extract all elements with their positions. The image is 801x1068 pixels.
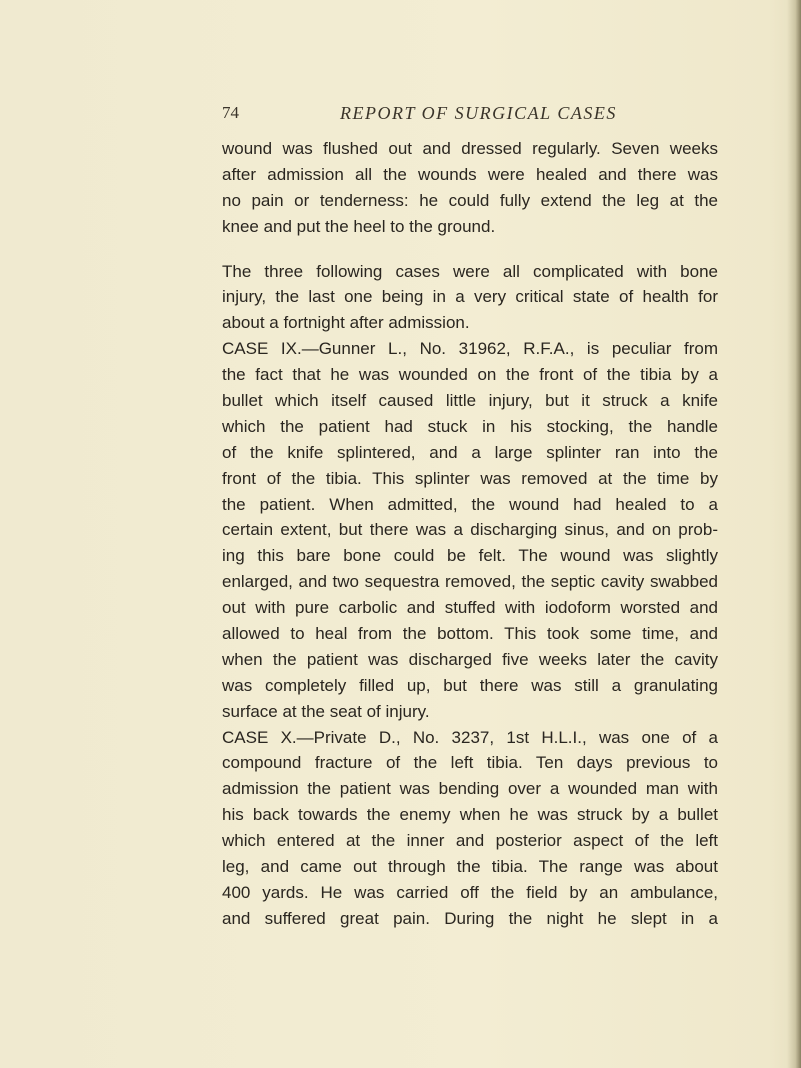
text-line: CASE X.—Private D., No. 3237, 1st H.L.I., was one of a: [222, 727, 718, 747]
text-line: certain extent, but there was a discharging sinus, and on prob-: [222, 520, 718, 540]
text-line: The three following cases were all complicated with bone: [222, 261, 718, 281]
text-line: after admission all the wounds were healed and there was: [222, 164, 718, 184]
text-line: about a fortnight after admission.: [222, 313, 470, 333]
text-line: the patient. When admitted, the wound had healed to a: [222, 494, 718, 514]
text-line: and suffered great pain. During the night he slept in a: [222, 908, 718, 928]
text-line: 400 yards. He was carried off the field by an ambulance,: [222, 882, 718, 902]
text-line: when the patient was discharged five weeks later the cavity: [222, 649, 718, 669]
paragraph-gap: [222, 240, 718, 259]
text-line: leg, and came out through the tibia. The range was about: [222, 857, 718, 877]
text-line: the fact that he was wounded on the front of the tibia by a: [222, 365, 718, 385]
running-title: REPORT OF SURGICAL CASES: [340, 103, 617, 123]
text-line: which the patient had stuck in his stocking, the handle: [222, 416, 718, 436]
text-line: was completely filled up, but there was still a granulating: [222, 675, 718, 695]
text-line: surface at the seat of injury.: [222, 701, 430, 721]
text-line: enlarged, and two sequestra removed, the septic cavity swabbed: [222, 572, 718, 592]
text-line: his back towards the enemy when he was struck by a bullet: [222, 805, 718, 825]
paragraph-case-x: [222, 725, 718, 932]
text-line: compound fracture of the left tibia. Ten days previous to: [222, 753, 718, 773]
page-header: [222, 103, 718, 129]
text-line: CASE IX.—Gunner L., No. 31962, R.F.A., is peculiar from: [222, 339, 718, 359]
text-line: injury, the last one being in a very critical state of health for: [222, 287, 718, 307]
text-line: front of the tibia. This splinter was removed at the time by: [222, 468, 718, 488]
text-line: of the knife splintered, and a large splinter ran into the: [222, 442, 718, 462]
text-line: wound was flushed out and dressed regularly. Seven weeks: [222, 139, 718, 158]
text-line: knee and put the heel to the ground.: [222, 216, 496, 236]
paragraph-case-ix: [222, 336, 718, 724]
text-line: admission the patient was bending over a wounded man with: [222, 779, 718, 799]
page-number: 74: [222, 103, 239, 122]
text-line: allowed to heal from the bottom. This took some time, and: [222, 624, 718, 644]
text-line: out with pure carbolic and stuffed with iodoform worsted and: [222, 598, 718, 618]
text-line: bullet which itself caused little injury, but it struck a knife: [222, 391, 718, 411]
page-edge-shadow: [787, 0, 801, 1068]
text-line: which entered at the inner and posterior aspect of the left: [222, 831, 718, 851]
text-line: no pain or tenderness: he could fully extend the leg at the: [222, 190, 718, 210]
text-line: ing this bare bone could be felt. The wound was slightly: [222, 546, 718, 566]
body-text: [222, 136, 718, 932]
paragraph-1: [222, 136, 718, 240]
paragraph-2: [222, 259, 718, 337]
